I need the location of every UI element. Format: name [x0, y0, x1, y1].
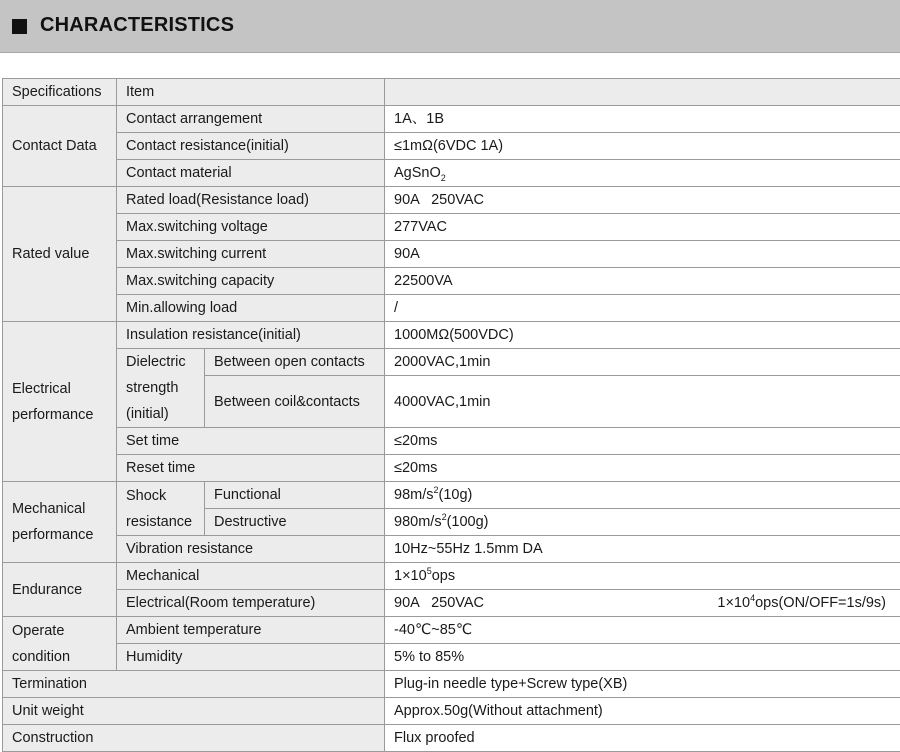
- group-electrical-performance: [3, 322, 117, 482]
- value-main: AgSnO: [394, 165, 441, 181]
- table-row: [3, 160, 900, 187]
- header-item: Item: [117, 79, 385, 106]
- item-line: resistance: [126, 514, 192, 530]
- group-endurance: Endurance: [3, 563, 117, 617]
- table-header-row: [3, 79, 900, 106]
- item-line: strength: [126, 380, 178, 396]
- table-row: [3, 698, 900, 725]
- item-label: Contact material: [117, 160, 385, 187]
- value-main: 98m/s: [394, 487, 434, 503]
- table-row: [3, 106, 900, 133]
- table-row: [3, 617, 900, 644]
- table-row: [3, 482, 900, 509]
- item-label: Vibration resistance: [117, 536, 385, 563]
- group-line: Mechanical: [12, 501, 85, 517]
- item-label: Ambient temperature: [117, 617, 385, 644]
- value-superscript: 5: [427, 566, 432, 576]
- item-value: [385, 563, 900, 590]
- item-value: 90A: [385, 241, 900, 268]
- value-main: 1×10: [717, 595, 750, 611]
- sub-item-label: Destructive: [205, 509, 385, 536]
- item-value: ≤20ms: [385, 455, 900, 482]
- item-value: /: [385, 295, 900, 322]
- group-operate-condition: [3, 617, 117, 671]
- item-value: 1A、1B: [385, 106, 900, 133]
- item-label: Unit weight: [3, 698, 385, 725]
- item-value: [385, 160, 900, 187]
- item-value: Approx.50g(Without attachment): [385, 698, 900, 725]
- item-value: [385, 482, 900, 509]
- group-line: condition: [12, 649, 70, 665]
- table-row: [3, 428, 900, 455]
- item-label: Construction: [3, 725, 385, 752]
- value-tail: ops: [432, 568, 455, 584]
- item-value: 10Hz~55Hz 1.5mm DA: [385, 536, 900, 563]
- item-value: 4000VAC,1min: [385, 376, 900, 428]
- group-contact-data: Contact Data: [3, 106, 117, 187]
- value-superscript: 2: [434, 485, 439, 495]
- item-line: (initial): [126, 406, 169, 422]
- value-main: 1×10: [394, 568, 427, 584]
- item-label: Set time: [117, 428, 385, 455]
- table-row: [3, 268, 900, 295]
- item-label: Max.switching voltage: [117, 214, 385, 241]
- header-value: [385, 79, 900, 106]
- group-mechanical-performance: [3, 482, 117, 563]
- sub-item-label: Between coil&contacts: [205, 376, 385, 428]
- table-row: [3, 563, 900, 590]
- item-value: Flux proofed: [385, 725, 900, 752]
- item-label: Mechanical: [117, 563, 385, 590]
- sub-item-label: Functional: [205, 482, 385, 509]
- item-value: [385, 590, 900, 617]
- item-value: 5% to 85%: [385, 644, 900, 671]
- value-subscript: 2: [441, 173, 446, 183]
- value-left: 90A 250VAC: [394, 590, 484, 616]
- value-tail: (10g): [439, 487, 473, 503]
- characteristics-table: [2, 78, 900, 752]
- table-row: [3, 187, 900, 214]
- item-shock-resistance: [117, 482, 205, 536]
- table-row: [3, 536, 900, 563]
- value-tail: ops(ON/OFF=1s/9s): [755, 595, 886, 611]
- item-value: -40℃~85℃: [385, 617, 900, 644]
- item-label: Max.switching current: [117, 241, 385, 268]
- item-label: Contact arrangement: [117, 106, 385, 133]
- table-row: [3, 671, 900, 698]
- item-label: Max.switching capacity: [117, 268, 385, 295]
- item-value: ≤1mΩ(6VDC 1A): [385, 133, 900, 160]
- table-row: [3, 295, 900, 322]
- table-row: [3, 349, 900, 376]
- item-label: Rated load(Resistance load): [117, 187, 385, 214]
- value-superscript: 4: [750, 593, 755, 603]
- group-line: performance: [12, 527, 93, 543]
- section-header: [0, 0, 900, 53]
- group-line: Operate: [12, 623, 64, 639]
- item-value: 277VAC: [385, 214, 900, 241]
- item-value: 90A 250VAC: [385, 187, 900, 214]
- item-value: ≤20ms: [385, 428, 900, 455]
- value-main: 980m/s: [394, 514, 442, 530]
- item-label: Reset time: [117, 455, 385, 482]
- table-row: [3, 590, 900, 617]
- group-line: performance: [12, 407, 93, 423]
- group-rated-value: Rated value: [3, 187, 117, 322]
- section-title: CHARACTERISTICS: [40, 14, 234, 37]
- table-row: [3, 241, 900, 268]
- value-tail: (100g): [447, 514, 489, 530]
- item-label: Electrical(Room temperature): [117, 590, 385, 617]
- item-label: Humidity: [117, 644, 385, 671]
- table-row: [3, 322, 900, 349]
- table-row: [3, 214, 900, 241]
- item-line: Shock: [126, 488, 166, 504]
- value-right: [717, 590, 886, 616]
- item-line: Dielectric: [126, 354, 186, 370]
- item-label: Min.allowing load: [117, 295, 385, 322]
- sub-item-label: Between open contacts: [205, 349, 385, 376]
- item-value: [385, 509, 900, 536]
- item-label: Insulation resistance(initial): [117, 322, 385, 349]
- item-label: Termination: [3, 671, 385, 698]
- value-superscript: 2: [442, 512, 447, 522]
- group-line: Electrical: [12, 381, 71, 397]
- table-row: [3, 644, 900, 671]
- table-row: [3, 725, 900, 752]
- item-value: 22500VA: [385, 268, 900, 295]
- item-value: 1000MΩ(500VDC): [385, 322, 900, 349]
- item-value: Plug-in needle type+Screw type(XB): [385, 671, 900, 698]
- item-dielectric-strength: [117, 349, 205, 428]
- table-row: [3, 455, 900, 482]
- table-row: [3, 133, 900, 160]
- black-square-icon: [12, 19, 27, 34]
- item-label: Contact resistance(initial): [117, 133, 385, 160]
- item-value: 2000VAC,1min: [385, 349, 900, 376]
- header-specifications: Specifications: [3, 79, 117, 106]
